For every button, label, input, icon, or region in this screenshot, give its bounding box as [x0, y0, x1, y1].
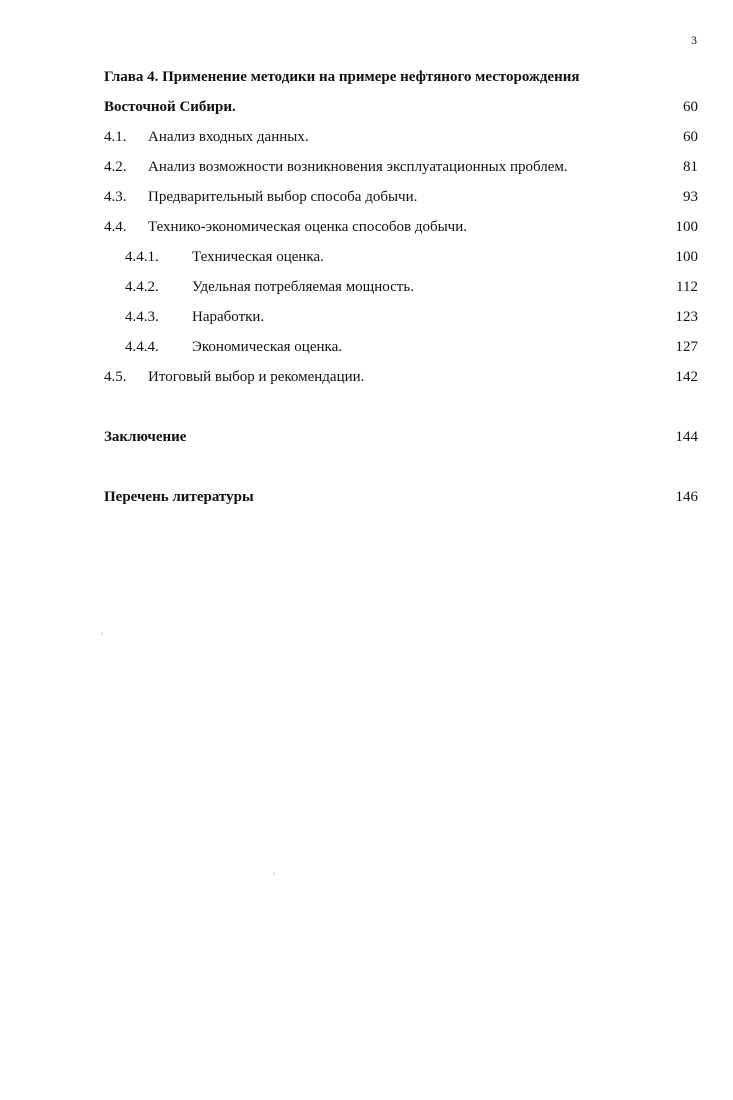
references-page: 146: [675, 489, 698, 505]
section-page: 60: [683, 129, 698, 145]
subsection-title: Наработки.: [192, 309, 265, 325]
toc-entry-4-3[interactable]: [104, 182, 698, 212]
toc-entry-4-4-1[interactable]: [104, 242, 698, 272]
section-number: 4.5.: [104, 369, 127, 385]
table-of-contents: [104, 62, 698, 512]
chapter-4-heading-line2[interactable]: [104, 92, 698, 122]
subsection-page: 123: [675, 309, 698, 325]
subsection-page: 100: [675, 249, 698, 265]
toc-entry-4-4[interactable]: [104, 212, 698, 242]
subsection-number: 4.4.1.: [125, 249, 159, 265]
conclusion-page: 144: [675, 429, 698, 445]
toc-entry-4-4-4[interactable]: [104, 332, 698, 362]
spacer: [104, 392, 698, 422]
section-number: 4.2.: [104, 159, 127, 175]
subsection-title: Удельная потребляемая мощность.: [192, 279, 414, 295]
subsection-number: 4.4.2.: [125, 279, 159, 295]
subsection-number: 4.4.3.: [125, 309, 159, 325]
section-number: 4.1.: [104, 129, 127, 145]
toc-entry-4-2[interactable]: [104, 152, 698, 182]
toc-entry-4-1[interactable]: [104, 122, 698, 152]
chapter-4-title-line2: Восточной Сибири.: [104, 99, 236, 115]
toc-entry-conclusion[interactable]: [104, 422, 698, 452]
page-number: 3: [691, 33, 697, 47]
section-number: 4.4.: [104, 219, 127, 235]
toc-entry-references[interactable]: [104, 482, 698, 512]
toc-entry-4-5[interactable]: [104, 362, 698, 392]
subsection-page: 127: [675, 339, 698, 355]
references-title: Перечень литературы: [104, 489, 254, 505]
section-page: 142: [675, 369, 698, 385]
subsection-title: Техническая оценка.: [192, 249, 324, 265]
subsection-page: 112: [676, 279, 698, 295]
section-title: Анализ возможности возникновения эксплуатационных проблем.: [148, 159, 568, 175]
spacer: [104, 452, 698, 482]
section-title: Предварительный выбор способа добычи.: [148, 189, 418, 205]
chapter-4-heading[interactable]: [104, 62, 698, 92]
section-number: 4.3.: [104, 189, 127, 205]
section-page: 93: [683, 189, 698, 205]
conclusion-title: Заключение: [104, 429, 187, 445]
section-page: 100: [675, 219, 698, 235]
section-title: Анализ входных данных.: [148, 129, 309, 145]
section-page: 81: [683, 159, 698, 175]
subsection-title: Экономическая оценка.: [192, 339, 342, 355]
scan-speck: [101, 633, 102, 634]
chapter-4-page: 60: [683, 99, 698, 115]
section-title: Технико-экономическая оценка способов добычи.: [148, 219, 467, 235]
section-title: Итоговый выбор и рекомендации.: [148, 369, 365, 385]
subsection-number: 4.4.4.: [125, 339, 159, 355]
scan-speck: [274, 873, 275, 874]
toc-entry-4-4-2[interactable]: [104, 272, 698, 302]
toc-entry-4-4-3[interactable]: [104, 302, 698, 332]
chapter-4-title-line1: Глава 4. Применение методики на примере нефтяного месторождения: [104, 69, 580, 85]
